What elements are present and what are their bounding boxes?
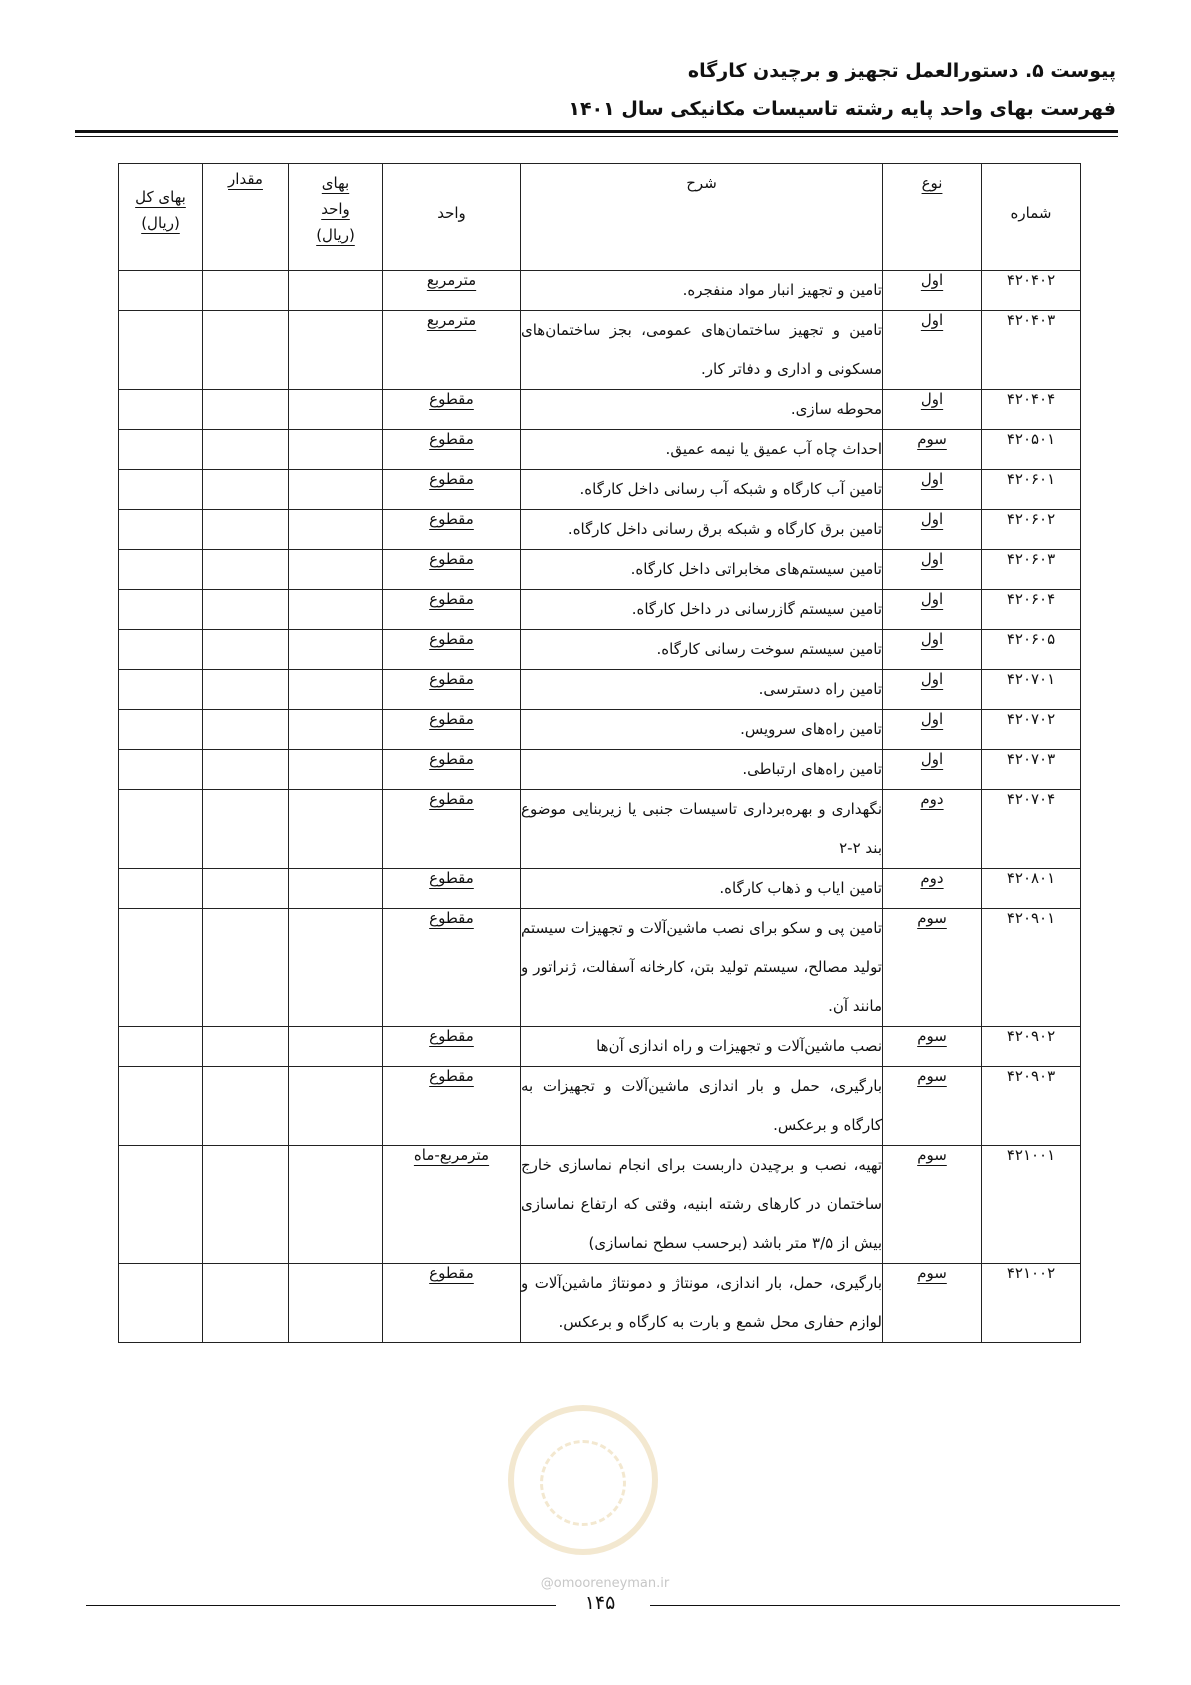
cell-type: سوم [883,430,982,470]
cell-total [119,750,203,790]
cell-total [119,590,203,630]
cell-description: بارگیری، حمل، بار اندازی، مونتاژ و دمونتاژ ماشین‌آلات و لوازم حفاری محل شمع و بارت به کارگاه و برعکس. [521,1264,883,1343]
cell-total [119,710,203,750]
column-header-number: شماره [982,164,1081,271]
cell-quantity [203,311,289,390]
cell-type: اول [883,670,982,710]
cell-unit-price [289,909,383,1027]
cell-unit-price [289,311,383,390]
cell-number: ۴۲۰۷۰۲ [982,710,1081,750]
header-title: پیوست ۵. دستورالعمل تجهیز و برچیدن کارگاه [687,60,1116,82]
cell-total [119,430,203,470]
column-header-quantity: مقدار [203,164,289,271]
cell-description: تامین آب کارگاه و شبکه آب رسانی داخل کارگاه. [521,470,883,510]
cell-type: اول [883,390,982,430]
cell-unit-price [289,390,383,430]
cell-number: ۴۲۰۵۰۱ [982,430,1081,470]
cell-number: ۴۲۰۸۰۱ [982,869,1081,909]
cell-unit: مقطوع [383,670,521,710]
cell-unit-price [289,790,383,869]
cell-unit: مقطوع [383,1027,521,1067]
column-header-total: بهای کل (ریال) [119,164,203,271]
cell-unit-price [289,1264,383,1343]
cell-type: سوم [883,1264,982,1343]
cell-total [119,390,203,430]
cell-total [119,1027,203,1067]
cell-number: ۴۲۱۰۰۱ [982,1146,1081,1264]
cell-total [119,909,203,1027]
cell-quantity [203,869,289,909]
cell-type: دوم [883,790,982,869]
cell-total [119,670,203,710]
header-rule-thin [75,136,1118,137]
cell-quantity [203,470,289,510]
cell-quantity [203,710,289,750]
cell-quantity [203,909,289,1027]
cell-number: ۴۲۰۷۰۳ [982,750,1081,790]
cell-number: ۴۲۰۹۰۱ [982,909,1081,1027]
cell-quantity [203,1027,289,1067]
cell-description: نگهداری و بهره‌برداری تاسیسات جنبی یا زیربنایی موضوع بند ۲-۲ [521,790,883,869]
cell-total [119,869,203,909]
cell-number: ۴۲۰۶۰۱ [982,470,1081,510]
cell-quantity [203,790,289,869]
cell-total [119,630,203,670]
cell-description: تامین پی و سکو برای نصب ماشین‌آلات و تجهیزات سیستم تولید مصالح، سیستم تولید بتن، کارخانه آسفالت، ژنراتور و مانند آن. [521,909,883,1027]
table-row [119,470,1081,510]
cell-description: محوطه سازی. [521,390,883,430]
cell-total [119,790,203,869]
cell-type: سوم [883,1067,982,1146]
cell-total [119,1146,203,1264]
cell-unit-price [289,1027,383,1067]
cell-unit: مقطوع [383,750,521,790]
cell-total [119,1067,203,1146]
price-table [118,163,1081,1343]
table-row [119,750,1081,790]
cell-unit: مقطوع [383,869,521,909]
table-row [119,390,1081,430]
cell-unit-price [289,869,383,909]
cell-type: دوم [883,869,982,909]
cell-total [119,510,203,550]
cell-unit: مترمربع [383,311,521,390]
cell-unit: مقطوع [383,510,521,550]
cell-number: ۴۲۰۶۰۳ [982,550,1081,590]
column-header-unit: واحد [383,164,521,271]
cell-unit: مقطوع [383,909,521,1027]
cell-unit-price [289,750,383,790]
table-row [119,510,1081,550]
cell-unit: مترمربع-ماه [383,1146,521,1264]
cell-number: ۴۲۰۹۰۲ [982,1027,1081,1067]
cell-unit-price [289,630,383,670]
table-row [119,1067,1081,1146]
watermark-seal-inner [540,1440,626,1526]
cell-description: تامین راه‌های سرویس. [521,710,883,750]
cell-total [119,271,203,311]
cell-type: اول [883,750,982,790]
table-row [119,1027,1081,1067]
cell-quantity [203,510,289,550]
cell-description: تامین برق کارگاه و شبکه برق رسانی داخل کارگاه. [521,510,883,550]
table-row [119,670,1081,710]
table-row [119,311,1081,390]
cell-unit: مقطوع [383,470,521,510]
cell-number: ۴۲۰۹۰۳ [982,1067,1081,1146]
cell-number: ۴۲۰۴۰۲ [982,271,1081,311]
cell-description: تامین ایاب و ذهاب کارگاه. [521,869,883,909]
table-row [119,1264,1081,1343]
cell-total [119,470,203,510]
cell-type: اول [883,630,982,670]
cell-number: ۴۲۰۶۰۵ [982,630,1081,670]
cell-type: اول [883,590,982,630]
cell-unit-price [289,590,383,630]
cell-quantity [203,430,289,470]
cell-number: ۴۲۰۶۰۲ [982,510,1081,550]
cell-description: تامین سیستم گازرسانی در داخل کارگاه. [521,590,883,630]
cell-quantity [203,1067,289,1146]
cell-description: تامین راه‌های ارتباطی. [521,750,883,790]
footer-rule-right [650,1605,1120,1606]
table-row [119,710,1081,750]
column-header-unit-price: بهای واحد (ریال) [289,164,383,271]
cell-quantity [203,630,289,670]
cell-type: اول [883,550,982,590]
footer-site: @omooreneyman.ir [540,1576,670,1591]
cell-type: اول [883,470,982,510]
cell-quantity [203,390,289,430]
cell-unit: مقطوع [383,1264,521,1343]
cell-unit: مقطوع [383,1067,521,1146]
cell-total [119,1264,203,1343]
cell-unit: مقطوع [383,590,521,630]
cell-type: اول [883,710,982,750]
cell-number: ۴۲۰۷۰۱ [982,670,1081,710]
cell-unit-price [289,550,383,590]
cell-quantity [203,750,289,790]
cell-type: سوم [883,1027,982,1067]
cell-number: ۴۲۰۶۰۴ [982,590,1081,630]
cell-unit-price [289,470,383,510]
cell-unit: مقطوع [383,630,521,670]
cell-quantity [203,590,289,630]
table-header-row [119,164,1081,271]
cell-unit-price [289,1067,383,1146]
cell-unit-price [289,670,383,710]
cell-number: ۴۲۱۰۰۲ [982,1264,1081,1343]
table-row [119,869,1081,909]
cell-description: تامین و تجهیز انبار مواد منفجره. [521,271,883,311]
cell-description: تامین سیستم‌های مخابراتی داخل کارگاه. [521,550,883,590]
table-row [119,271,1081,311]
cell-total [119,550,203,590]
cell-unit: مقطوع [383,390,521,430]
cell-number: ۴۲۰۴۰۳ [982,311,1081,390]
page-number: ۱۴۵ [584,1592,616,1614]
cell-unit: مقطوع [383,710,521,750]
cell-unit-price [289,710,383,750]
cell-type: اول [883,311,982,390]
cell-number: ۴۲۰۷۰۴ [982,790,1081,869]
cell-number: ۴۲۰۴۰۴ [982,390,1081,430]
cell-unit-price [289,510,383,550]
table-body [119,271,1081,1343]
cell-unit-price [289,271,383,311]
cell-unit: مقطوع [383,790,521,869]
cell-unit: مقطوع [383,430,521,470]
column-header-type: نوع [883,164,982,271]
cell-quantity [203,670,289,710]
cell-description: تامین سیستم سوخت رسانی کارگاه. [521,630,883,670]
cell-description: تامین راه دسترسی. [521,670,883,710]
cell-type: سوم [883,909,982,1027]
cell-type: اول [883,271,982,311]
cell-total [119,311,203,390]
table-row [119,550,1081,590]
cell-quantity [203,550,289,590]
cell-quantity [203,271,289,311]
column-header-description: شرح [521,164,883,271]
table-row [119,630,1081,670]
footer-rule-left [86,1605,556,1606]
cell-unit-price [289,430,383,470]
cell-description: بارگیری، حمل و بار اندازی ماشین‌آلات و تجهیزات به کارگاه و برعکس. [521,1067,883,1146]
table-row [119,430,1081,470]
table-row [119,909,1081,1027]
table-row [119,1146,1081,1264]
table-row [119,790,1081,869]
cell-description: تامین و تجهیز ساختمان‌های عمومی، بجز ساختمان‌های مسکونی و اداری و دفاتر کار. [521,311,883,390]
cell-quantity [203,1146,289,1264]
cell-type: سوم [883,1146,982,1264]
cell-unit: مترمربع [383,271,521,311]
cell-type: اول [883,510,982,550]
header-rule-thick [75,130,1118,133]
cell-description: نصب ماشین‌آلات و تجهیزات و راه اندازی آن‌ها [521,1027,883,1067]
cell-description: احداث چاه آب عمیق یا نیمه عمیق. [521,430,883,470]
header-subtitle: فهرست بهای واحد پایه رشته تاسیسات مکانیکی سال ۱۴۰۱ [568,98,1116,120]
table-row [119,590,1081,630]
cell-unit: مقطوع [383,550,521,590]
cell-description: تهیه، نصب و برچیدن داربست برای انجام نماسازی خارج ساختمان در کارهای رشته ابنیه، وقتی که ارتفاع نماسازی بیش از ۳/۵ متر باشد (برحسب سطح نماسازی) [521,1146,883,1264]
cell-quantity [203,1264,289,1343]
cell-unit-price [289,1146,383,1264]
